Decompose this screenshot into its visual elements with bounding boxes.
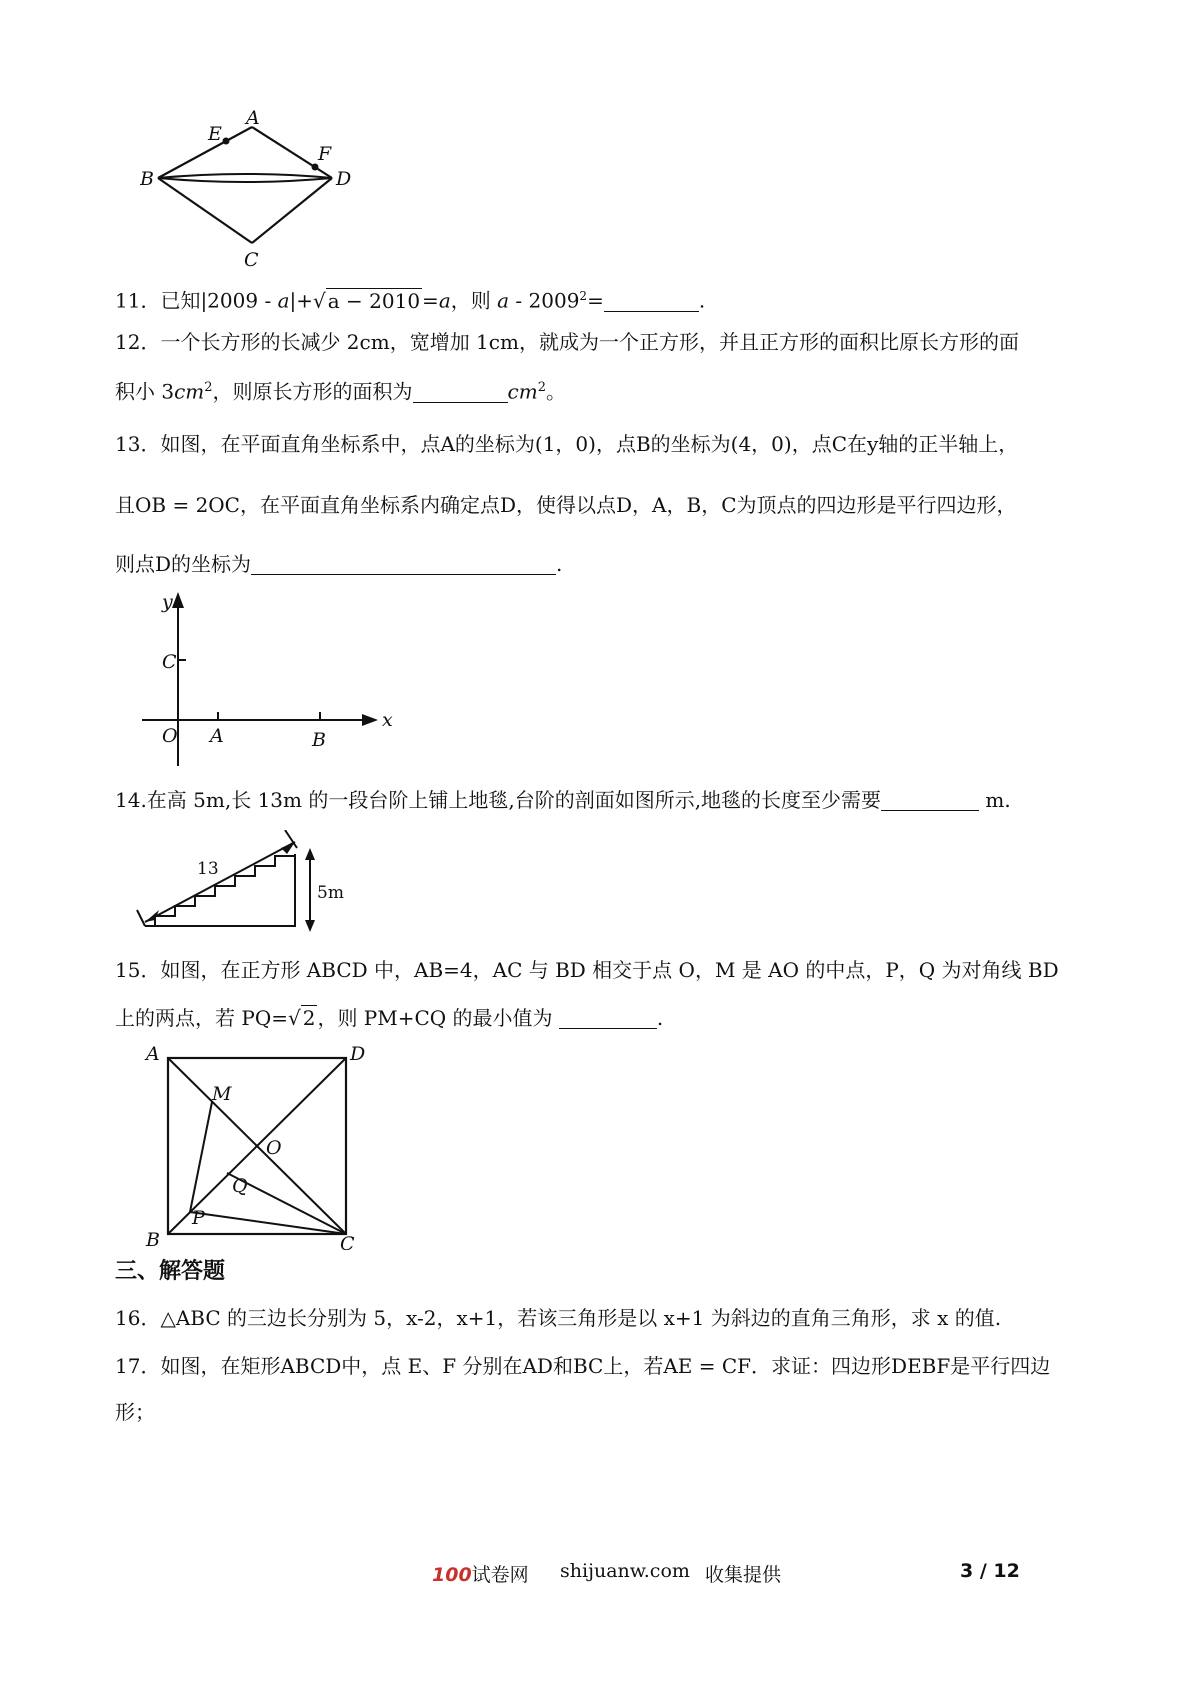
question-15-line1: 15．如图，在正方形 ABCD 中，AB=4，AC 与 BD 相交于点 O，M 是 AO 的中点，P，Q 为对角线 BD <box>115 958 1059 982</box>
label-B: B <box>140 168 154 190</box>
question-11: 11．已知|2009 - a|+√ a − 2010 =a，则 $a - 2009^2=$ . <box>115 288 706 313</box>
figure-axes <box>138 590 398 770</box>
label-A: A <box>246 110 260 129</box>
label-B: B <box>312 729 326 751</box>
label-D: D <box>350 1043 366 1065</box>
question-14: 14.在高 5m,长 13m 的一段台阶上铺上地毯,台阶的剖面如图所示,地毯的长度至少需要 m. <box>115 788 1011 812</box>
sqrt-sign: √ 2 <box>287 1006 316 1030</box>
question-16: 16．△ABC 的三边长分别为 5，x-2，x+1，若该三角形是以 x+1 为斜边的直角三角形，求 x 的值. <box>115 1306 1002 1330</box>
question-12-line2: 积小 $3cm^2$，则原长方形的面积为 $cm^2$。 <box>115 379 566 404</box>
label-x: x <box>382 709 393 731</box>
page-number: 3 / 12 <box>960 1560 1020 1582</box>
label-O: O <box>162 725 178 747</box>
figure-rhombus <box>140 110 370 270</box>
label-D: D <box>336 168 352 190</box>
label-F: F <box>318 143 332 165</box>
label-C: C <box>244 249 259 270</box>
label-O: O <box>266 1137 282 1159</box>
label-M: M <box>212 1083 232 1105</box>
answer-blank-13[interactable] <box>251 554 556 575</box>
label-Q: Q <box>232 1175 248 1197</box>
question-17-line1: 17．如图，在矩形ABCD中，点 E、F 分别在AD和BC上，若AE = CF．求证：四边形DEBF是平行四边 <box>115 1354 1051 1378</box>
question-13-line3: 则点D的坐标为 . <box>115 552 563 576</box>
label-A: A <box>146 1043 160 1065</box>
question-13-line2: 且OB = 2OC，在平面直角坐标系内确定点D，使得以点D，A，B，C为顶点的四边形是平行四边形， <box>115 493 1017 517</box>
footer-brand: 100试卷网 <box>432 1564 529 1586</box>
answer-blank-14[interactable] <box>881 790 979 811</box>
question-17-line2: 形； <box>115 1400 155 1424</box>
figure-square <box>140 1040 370 1250</box>
question-15-line2: 上的两点，若 PQ=√ 2 ，则 PM+CQ 的最小值为 . <box>115 1006 664 1030</box>
label-height: 5m <box>317 883 344 903</box>
question-13-line1: 13．如图，在平面直角坐标系中，点A的坐标为(1，0)，点B的坐标为(4，0)，点C在y轴的正半轴上， <box>115 432 1019 456</box>
logo-icon: 100 <box>432 1564 472 1586</box>
label-C: C <box>340 1233 355 1250</box>
sqrt-sign: √ a − 2010 <box>313 288 421 313</box>
label-P: P <box>192 1207 205 1229</box>
label-E: E <box>208 123 222 145</box>
label-A: A <box>210 725 224 747</box>
figure-stairs <box>135 830 355 935</box>
question-12-line1: 12．一个长方形的长减少 2cm，宽增加 1cm，就成为一个正方形，并且正方形的面积比原长方形的面 <box>115 330 1019 354</box>
label-C: C <box>162 651 177 673</box>
section-heading: 三、解答题 <box>115 1259 226 1284</box>
footer-provider: 收集提供 <box>705 1564 782 1586</box>
label-B: B <box>146 1229 160 1250</box>
answer-blank-12[interactable] <box>413 382 508 403</box>
label-length: 13 <box>197 859 219 879</box>
footer-site: shijuanw.com <box>560 1560 690 1582</box>
answer-blank-11[interactable] <box>604 291 699 312</box>
answer-blank-15[interactable] <box>559 1008 657 1029</box>
label-y: y <box>162 591 173 613</box>
